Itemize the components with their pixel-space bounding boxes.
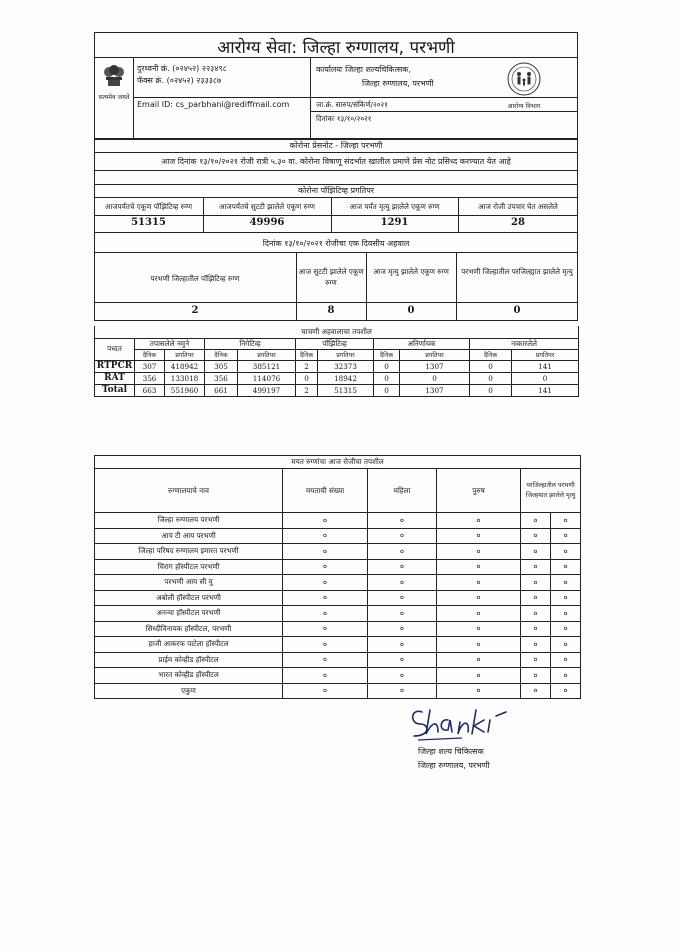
deaths-count-cell: ० [283, 621, 368, 637]
table-cell: 133018 [165, 372, 205, 384]
deaths-count-cell: ० [283, 559, 368, 575]
outdistrict-cell: ० [551, 652, 581, 668]
hospital-name-cell: आय टी आय परभणी [95, 528, 283, 544]
office-title: आरोग्य सेवा: जिल्हा रुग्णालय, परभणी [217, 38, 455, 58]
daily-outdistrict-deaths-value: 0 [513, 305, 521, 316]
positive-header: पॉझिटिव्ह [296, 338, 374, 349]
table-cell: 0 [470, 384, 512, 396]
table-cell: 1307 [400, 384, 470, 396]
deceased-patients-table [94, 455, 581, 699]
table-cell: 0 [470, 372, 512, 384]
hospital-name-cell: सिध्दीविनायक हॉस्पीटल, परभणी [95, 621, 283, 637]
emblem-caption: सत्यमेव जयते [98, 94, 130, 101]
cumulative-header: आजपर्यंतचे एकूण पॉझिटिव्ह रुग्ण [104, 202, 193, 211]
daily-positive-value: 2 [191, 305, 199, 316]
outdistrict-cell: ० [521, 575, 551, 591]
press-note-title: कोरोना प्रेसनोट - जिल्हा परभणी [289, 141, 383, 150]
sub-header-progressive: प्रगतिपर [400, 349, 470, 360]
male-count-cell: ० [437, 513, 521, 529]
reference-number: जा.क्रं. सारुप/संकिर्ण/२०२१ [316, 100, 388, 109]
deaths-count-cell: ० [283, 606, 368, 622]
hospital-name-cell: भारत कोव्हीड हॉस्पीटल [95, 668, 283, 684]
table-cell: 551960 [165, 384, 205, 396]
outdistrict-cell: ० [521, 544, 551, 560]
rejected-header: नाकारलेले [470, 338, 579, 349]
table-row [95, 360, 579, 372]
table-row [95, 513, 581, 529]
female-count-cell: ० [368, 606, 437, 622]
outdistrict-cell: ० [551, 575, 581, 591]
inconclusive-header: अनिर्णायक [374, 338, 470, 349]
phone-number: दुरध्वनी क्रं. (०२४५२) २२३४९८ [137, 64, 227, 73]
deaths-count-cell: ० [283, 590, 368, 606]
testing-table-title: चाचणी अहवालाचा तपशील [95, 326, 579, 338]
outdistrict-cell: ० [551, 528, 581, 544]
daily-discharged-value: 8 [327, 305, 335, 316]
table-cell: 2 [296, 360, 318, 372]
daily-header: आज सुटटी झालेले एकूण रुग्ण [298, 267, 364, 287]
total-positive-value: 51315 [131, 217, 166, 228]
male-count-cell: ० [437, 668, 521, 684]
outdistrict-cell: ० [551, 559, 581, 575]
table-row [95, 384, 579, 396]
deaths-count-cell: ० [283, 575, 368, 591]
deaths-count-cell: ० [283, 544, 368, 560]
table-row [95, 637, 581, 653]
signatory-office: जिल्हा रुग्णालय, परभणी [418, 761, 490, 770]
sub-header-daily: दैनिक [470, 349, 512, 360]
table-cell: 307 [135, 360, 165, 372]
table-cell: 0 [400, 372, 470, 384]
table-cell: 0 [296, 372, 318, 384]
table-cell: 2 [296, 384, 318, 396]
hospital-name-cell: चिराग हॉस्पीटल परभणी [95, 559, 283, 575]
outdistrict-cell: ० [551, 513, 581, 529]
signatory-designation: जिल्हा शल्य चिकित्सक [418, 747, 484, 756]
press-note-intro: आज दिनांक १३/१०/२०२१ रोजी रात्री ५.३० वा. कोरोना विषाणू संदर्भात खालील प्रमाणे प्रेस नोट प्रसिध्द करण्यात येत आहे [161, 157, 511, 166]
sub-header-daily: दैनिक [296, 349, 318, 360]
deaths-count-cell: ० [283, 683, 368, 699]
hospital-name-cell: प्राईम कोव्हीड हॉस्पीटल [95, 652, 283, 668]
table-cell: 0 [512, 372, 579, 384]
hospital-name-cell: एकुण [95, 683, 283, 699]
female-count-cell: ० [368, 668, 437, 684]
table-cell: 18942 [318, 372, 374, 384]
outdistrict-cell: ० [551, 637, 581, 653]
hospital-name-cell: अनन्या हॉस्पीटल परभणी [95, 606, 283, 622]
hospital-name-header: रुग्णालयाचे नाव [95, 469, 283, 513]
method-cell: RAT [95, 372, 135, 384]
sub-header-progressive: प्रगतिपर [512, 349, 579, 360]
female-header: महिला [368, 469, 437, 513]
outdistrict-cell: ० [551, 544, 581, 560]
table-cell: 141 [512, 384, 579, 396]
outdistrict-cell: ० [551, 590, 581, 606]
male-count-cell: ० [437, 637, 521, 653]
male-count-cell: ० [437, 606, 521, 622]
male-header: पुरुष [437, 469, 521, 513]
outdistrict-cell: ० [551, 683, 581, 699]
negative-header: निगेटिव्ह [205, 338, 296, 349]
sub-header-progressive: प्रगतिपर [318, 349, 374, 360]
table-cell: 51315 [318, 384, 374, 396]
table-cell: 32373 [318, 360, 374, 372]
outdistrict-cell: ० [521, 559, 551, 575]
outdistrict-cell: ० [551, 668, 581, 684]
table-row [95, 683, 581, 699]
daily-header: परभणी जिल्हातील पॉझिटिव्ह रुग्ण [150, 274, 240, 283]
daily-header: आज मृत्यु झालेले एकूण रुग्ण [373, 267, 449, 276]
female-count-cell: ० [368, 513, 437, 529]
deaths-count-cell: ० [283, 652, 368, 668]
table-row [95, 590, 581, 606]
health-logo-caption: आरोग्य विभाग [507, 103, 541, 110]
female-count-cell: ० [368, 683, 437, 699]
outdistrict-cell: ० [521, 637, 551, 653]
male-count-cell: ० [437, 528, 521, 544]
table-cell: 499197 [238, 384, 296, 396]
male-count-cell: ० [437, 652, 521, 668]
fax-number: फॅक्स क्रं. (०२४५२) २३३३८७ [137, 76, 222, 85]
table-cell: 0 [470, 360, 512, 372]
table-cell: 114076 [238, 372, 296, 384]
hospital-name-cell: परभणी आय सी यु [95, 575, 283, 591]
deaths-table-title: मयत रुग्णांचा आज रोजीचा तपशील [95, 456, 581, 469]
male-count-cell: ० [437, 683, 521, 699]
daily-report-title: दिनांक १३/१०/२०२१ रोजीचा एक दिवसीय अहवाल [262, 239, 410, 248]
email-address: Email ID: cs_parbhani@rediffmail.com [137, 100, 290, 109]
cumulative-header: आज पर्यंत मृत्यु झालेले एकूण रुग्ण [349, 202, 440, 211]
table-cell: 661 [205, 384, 238, 396]
signature-scribble [404, 702, 514, 744]
outdistrict-cell: ० [521, 668, 551, 684]
table-cell: 356 [205, 372, 238, 384]
table-cell: 305 [205, 360, 238, 372]
deaths-count-cell: ० [283, 528, 368, 544]
office-address-line1: कार्यालयः जिल्हा शल्यचिकित्सक, [316, 65, 411, 74]
hospital-name-cell: हाजी आकरफ पाटेला हॉस्पीटल [95, 637, 283, 653]
table-cell: 356 [135, 372, 165, 384]
female-count-cell: ० [368, 528, 437, 544]
outdistrict-cell: ० [521, 528, 551, 544]
health-department-logo-icon [500, 60, 548, 100]
table-row [95, 372, 579, 384]
table-cell: 0 [374, 360, 400, 372]
male-count-cell: ० [437, 544, 521, 560]
table-cell: 0 [374, 384, 400, 396]
table-row [95, 559, 581, 575]
male-count-cell: ० [437, 559, 521, 575]
samples-tested-header: तपासलेले नमुने [135, 338, 205, 349]
deaths-count-header: मयताची संख्या [283, 469, 368, 513]
outdistrict-cell: ० [521, 652, 551, 668]
female-count-cell: ० [368, 559, 437, 575]
outdistrict-deaths-header: परजिल्हातील परभणी जिल्हयात झालेले मृत्यु [521, 469, 581, 513]
method-cell: Total [95, 384, 135, 396]
total-deaths-value: 1291 [380, 217, 409, 228]
deaths-count-cell: ० [283, 668, 368, 684]
hospital-name-cell: अबोली हॉस्पीटल परभणी [95, 590, 283, 606]
method-cell: RTPCR [95, 360, 135, 372]
outdistrict-cell: ० [521, 683, 551, 699]
daily-deaths-value: 0 [407, 305, 415, 316]
sub-header-progressive: प्रगतिपर [238, 349, 296, 360]
outdistrict-cell: ० [551, 606, 581, 622]
male-count-cell: ० [437, 575, 521, 591]
female-count-cell: ० [368, 652, 437, 668]
sub-header-daily: दैनिक [374, 349, 400, 360]
sub-header-progressive: प्रगतिपर [165, 349, 205, 360]
deaths-count-cell: ० [283, 513, 368, 529]
table-row [95, 621, 581, 637]
sub-header-daily: दैनिक [205, 349, 238, 360]
table-cell: 141 [512, 360, 579, 372]
table-row [95, 544, 581, 560]
daily-header: परभणी जिल्हातील परजिल्ह्यात झालेले मृत्यु [461, 267, 573, 276]
table-row [95, 575, 581, 591]
method-column-header: पध्दत [95, 338, 135, 360]
female-count-cell: ० [368, 544, 437, 560]
table-cell: 418942 [165, 360, 205, 372]
office-address-line2: जिल्हा रुग्णालय, परभणी [362, 79, 434, 88]
outdistrict-cell: ० [521, 621, 551, 637]
under-treatment-value: 28 [511, 217, 525, 228]
table-row [95, 668, 581, 684]
female-count-cell: ० [368, 621, 437, 637]
outdistrict-cell: ० [521, 606, 551, 622]
table-cell: 0 [374, 372, 400, 384]
hospital-name-cell: जिल्हा रुग्णालय परभणी [95, 513, 283, 529]
table-row [95, 606, 581, 622]
cumulative-title: कोरोना पॉझिटिव्ह प्रगतिपर [297, 186, 375, 195]
outdistrict-cell: ० [521, 590, 551, 606]
letter-date: दिनांकः १३/१०/२०२१ [316, 114, 372, 123]
sub-header-daily: दैनिक [135, 349, 165, 360]
female-count-cell: ० [368, 590, 437, 606]
total-discharged-value: 49996 [249, 217, 285, 228]
female-count-cell: ० [368, 575, 437, 591]
cumulative-header: आजपर्यंतचे सुटटी झालेले एकूण रुग्ण [219, 202, 315, 211]
outdistrict-cell: ० [551, 621, 581, 637]
ashoka-emblem-icon [100, 62, 128, 90]
table-row [95, 528, 581, 544]
outdistrict-cell: ० [521, 513, 551, 529]
table-cell: 385121 [238, 360, 296, 372]
deaths-count-cell: ० [283, 637, 368, 653]
cumulative-header: आज रोजी उपचार घेत असलेले [478, 202, 558, 211]
table-row [95, 652, 581, 668]
male-count-cell: ० [437, 590, 521, 606]
hospital-name-cell: जिल्हा परिषद रुग्णालय इमारत परभणी [95, 544, 283, 560]
male-count-cell: ० [437, 621, 521, 637]
testing-report-table [94, 326, 579, 397]
table-cell: 663 [135, 384, 165, 396]
table-cell: 1307 [400, 360, 470, 372]
female-count-cell: ० [368, 637, 437, 653]
